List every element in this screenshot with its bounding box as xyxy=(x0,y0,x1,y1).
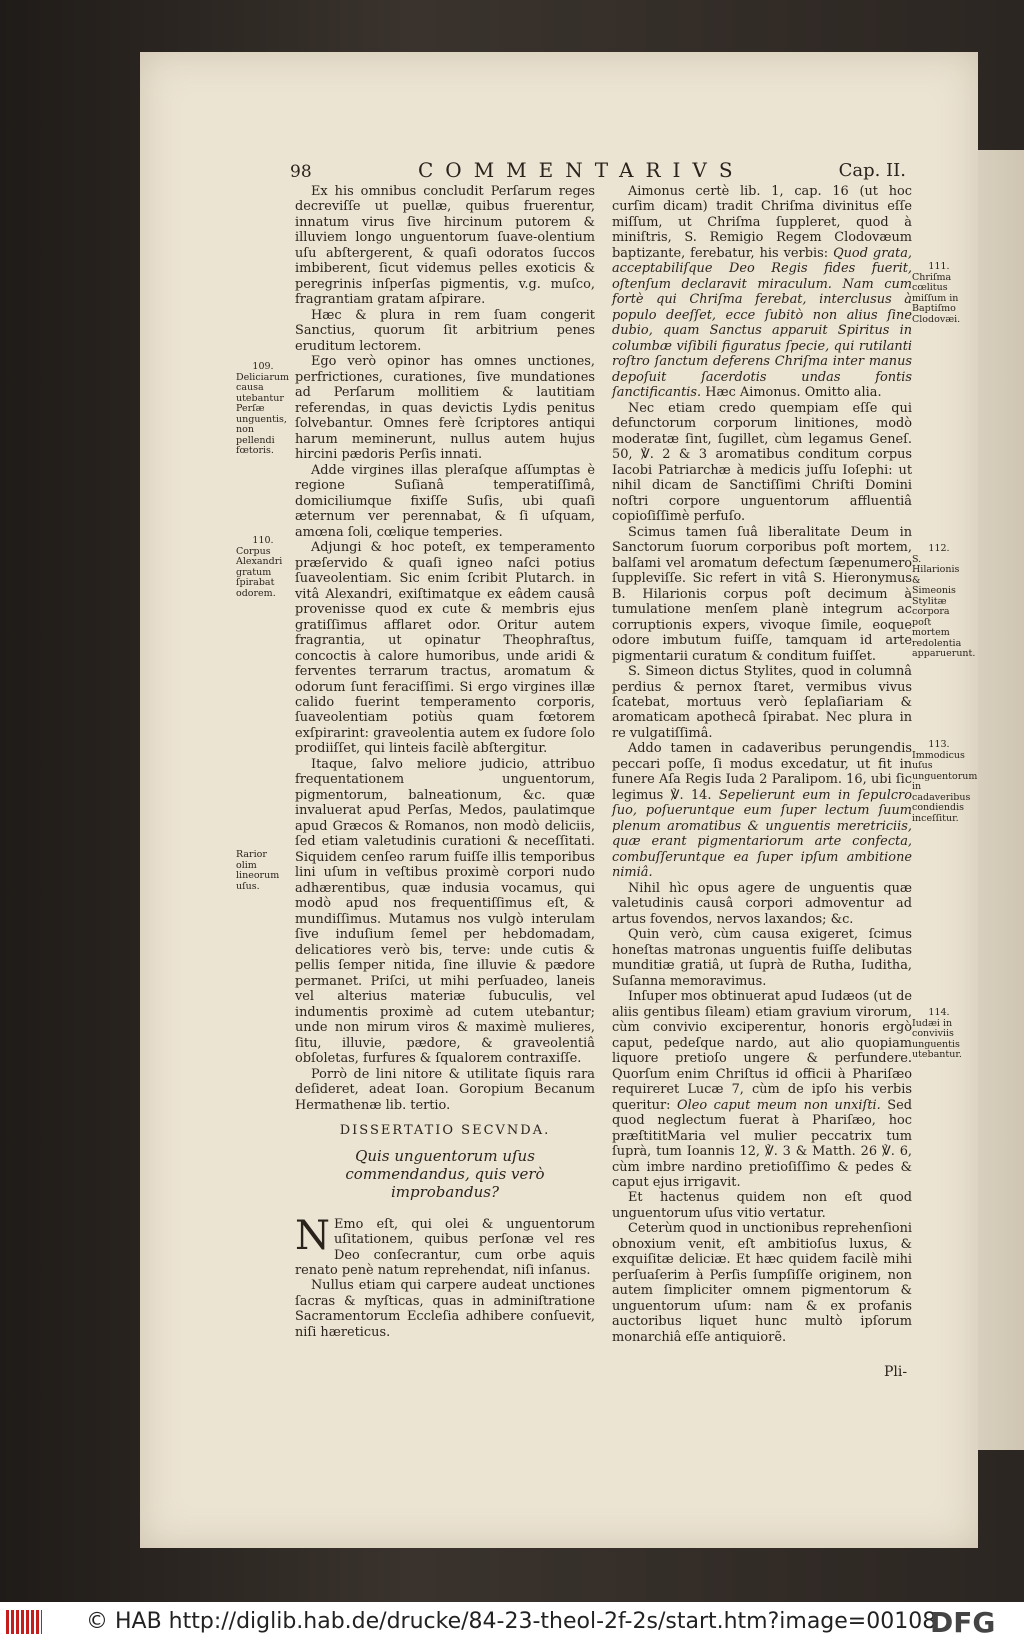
catchword: Pli- xyxy=(884,1364,908,1380)
margin-note-109: 109. Deliciarum causa utebantur Perſæ unguentis, non pellendi fœtoris. xyxy=(236,361,290,456)
paragraph: Addo tamen in cadaveribus perungendis peccari poſſe, ſi modus excedatur, ut fit in funere Aſa Regis Iuda 2 Paralipom. 16, ubi ſic legimus ℣. 14. Sepelierunt eum in ſepulcro ſuo, poſueruntque eum ſuper lectum ſuum plenum aromatibus & unguentis meretriciis, quæ erant pigmentariorum arte confecta, combuſſeruntque ea ſuper ipſum ambitione nimiâ. xyxy=(612,741,912,881)
paragraph: Ceterùm quod in unctionibus reprehenſioni obnoxium venit, eſt ambitioſus luxus, & exquiſitæ deliciæ. Et hæc quidem facilè mihi perſuaſerim à Perſis ſumpſiſſe originem, non autem ſimpliciter omnem pigmentorum & unguentorum uſum: nam & ex profanis auctoribus liquet hunc multò ipſorum monarchiâ eſſe antiquiorẽ. xyxy=(612,1221,912,1345)
left-column xyxy=(295,184,595,1340)
hab-logo-icon xyxy=(6,1610,42,1634)
paragraph: S. Simeon dictus Stylites, quod in columnâ perdius & pernox ſtaret, vermibus vivus ſcatebat, mortuus verò ſeplaſiariam & aromaticam apothecâ ſpirabat. Nec plura in re vulgatiſſimâ. xyxy=(612,664,912,741)
paragraph: Aimonus certè lib. 1, cap. 16 (ut hoc curſim dicam) tradit Chriſma divinitus eſſe miſſum, ut Chriſma ſuppleret, quod à miniſtris, S. Remigio Regem Clodovæum baptizante, ferebatur, his verbis: Quod grata, acceptabiliſque Deo Regis fides fuerit, oſtenſum declaravit miraculum. Nam cum fortè qui Chriſma ferebat, interclusus à populo deeſſet, ecce ſubitò non alius ſine dubio, quam Sanctus apparuit Spiritus in columbæ viſibili figuratus ſpecie, qui rutilanti roſtro ſanctum deferens Chriſma inter manus depoſuit ſacerdotis undas fontis ſanctificantis. Hæc Aimonus. Omitto alia. xyxy=(612,184,912,401)
source-url-link[interactable]: © HAB http://diglib.hab.de/drucke/84-23-theol-2f-2s/start.htm?image=00108 xyxy=(86,1609,937,1634)
facing-page-edge xyxy=(978,150,1024,1450)
paragraph: Nec etiam credo quempiam eſſe qui defunctorum corporum linitiones, modò moderatæ ſint, ſugillet, cùm legamus Geneſ. 50, ℣. 2 & 3 aromatibus conditum corpus Iacobi Patriarchæ à medicis juſſu Ioſephi: ut nihil dicam de Sanctiſſimi Chriſti Domini noſtri corpore unguentorum affluentiâ copioſiſſimè perfuſo. xyxy=(612,400,912,525)
paragraph: Scimus tamen ſuâ liberalitate Deum in Sanctorum ſuorum corporibus poſt mortem, balſami vel aromatum defectum ſæpenumero ſuppleviſſe. Sic refert in vitâ S. Hieronymus B. Hilarionis corpus poſt decimum à tumulatione menſem planè integrum ac corruptionis expers, vivoque ſimile, eoque odore imbutum fuiſſe, tamquam id arte pigmentarii curatum & conditum fuiſſet. xyxy=(612,524,912,664)
dissertation-title: DISSERTATIO SECVNDA. xyxy=(339,1123,551,1139)
paragraph: Inſuper mos obtinuerat apud Iudæos (ut de aliis gentibus ſileam) etiam gravium virorum, cùm convivio exciperentur, honoris ergò caput, pedeſque nardo, aut alio quopiam liquore pretioſo ungere & perfundere. Quorſum enim Chriſtus id officii à Phariſæo requireret Lucæ 7, cùm de ipſo his verbis queritur: Oleo caput meum non unxiſti. Sed quod neglectum fuerat à Phariſæo, hoc præſtititMaria vel mulier peccatrix tum ſuprà, tum Ioannis 12, ℣. 3 & Matth. 26 ℣. 6, cùm imbre nardino pretioſiſſimo & pedes & caput ejus irrigavit. xyxy=(612,989,912,1190)
paragraph: Nihil hìc opus agere de unguentis quæ valetudinis causâ corpori admoventur ad artus fovendos, nervos laxandos; &c. xyxy=(612,880,912,927)
paragraph: Ego verò opinor has omnes unctiones, perfrictiones, curationes, ſive mundationes ad Perſarum mollitiem & lautitiam referendas, in quas devictis Lydis penitus ſolvebantur. Omnes ferè ſcriptores antiqui harum meminerunt, nullus autem hujus hircini pædoris Perſis innati. xyxy=(295,354,595,463)
dfg-logo-icon: DFG xyxy=(930,1606,996,1639)
paragraph: Adde virgines illas pleraſque aſſumptas è regione Suſianâ temperatiſſimâ, domiciliumque fixiſſe Suſis, ubi quaſi æternum ver perennabat, & ſi uſquam, amœna ſoli, cœlique temperies. xyxy=(295,462,595,540)
paragraph: Ex his omnibus concludit Perſarum reges decreviſſe ut puellæ, quibus fruerentur, innatum virus ſive hircinum putorem & illuviem longo unguentorum ſuave-olentium uſu abſtergerent, & quaſi odoratos ſuccos imbiberent, ſicut videmus pelles exoticis & peregrinis inſperſas pigmentis, v.g. muſco, fragrantiam gratam aſpirare. xyxy=(295,184,595,308)
margin-note-114: 114. Iudæi in conviviis unguentis utebantur. xyxy=(912,1007,962,1060)
margin-note-113: 113. Immodicus uſus unguentorum in cadaveribus condiendis inceſſitur. xyxy=(912,739,978,824)
running-title: COMMENTARIVS xyxy=(418,158,745,182)
margin-note-111: 111. Chriſma cœlitus miſſum in Baptiſmo Clodovæi. xyxy=(912,261,961,325)
right-column xyxy=(612,184,912,1345)
paragraph-dropcap: N Emo eſt, qui olei & unguentorum uſitationem, quibus perſonæ vel res Deo conſecrantur, cum orbe aquis renato penè natum reprehendat, niſi inſanus. xyxy=(295,1212,595,1278)
paragraph: Quin verò, cùm causa exigeret, ſcimus honeſtas matronas unguentis fuiſſe delibutas munditiæ gratiâ, ut ſuprà de Rutha, Iuditha, Suſanna memoravimus. xyxy=(612,927,912,989)
margin-note-rarior: Rarior olim lineorum uſus. xyxy=(236,849,280,892)
paragraph: Itaque, ſalvo meliore judicio, attribuo frequentationem unguentorum, pigmentorum, balneationum, &c. quæ invaluerat apud Perſas, Medos, paulatimque apud Græcos & Romanos, non modò deliciis, ſed etiam valetudinis curationi & neceſſitati. Siquidem cenſeo rarum fuiſſe illis temporibus lini uſum in veſtibus proximè corpori nudo adhærentibus, quæ indusia vocamus, qui modò apud nos frequentiſſimus eſt, & mundiſſimus. Mutamus nos vulgò interulam ſive induſium ſemel per hebdomadam, delicatiores verò bis, terve: unde cutis & pellis ſemper nitida, ſine illuvie & pædore permanet. Priſci, ut mihi perſuadeo, laneis vel alterius materiæ ſubuculis, vel indumentis proximè ad cutem utebantur; unde non mirum viros & maximè mulieres, ſitu, illuvie, pædore, & graveolentiâ obſoletas, furfures & ſqualorem contraxiſſe. xyxy=(295,756,595,1067)
chapter-label: Cap. II. xyxy=(838,160,906,181)
paragraph: Et hactenus quidem non eſt quod unguentorum uſus vitio vertatur. xyxy=(612,1190,912,1221)
paragraph: Hæc & plura in rem ſuam congerit Sanctius, quorum ſit arbitrium penes eruditum lectorem. xyxy=(295,307,595,354)
dissertation-question: Quis unguentorum uſus commendandus, quis verò improbandus? xyxy=(345,1146,545,1201)
drop-cap: N xyxy=(295,1212,330,1259)
margin-note-110: 110. Corpus Alexandri gratum ſpirabat odorem. xyxy=(236,535,283,599)
running-head xyxy=(290,158,910,184)
paragraph: Adjungi & hoc poteſt, ex temperamento præſervido & quaſi igneo naſci potius ſuaveolentiam. Sic enim ſcribit Plutarch. in vitâ Alexandri, exiſtimatque ex eâdem causâ provenisse quod ex cute & membris ejus gratiſſimus afflaret odor. Oritur autem fragrantia, ut opinatur Theophraſtus, concoctis à calore humoribus, unde aridi & ferventes terrarum tractus, aromatum & odorum ſunt feraciſſimi. Si ergo virgines illæ calido fuerint temperamento corporis, ſuaveolentiam potiùs quam fœtorem exſpirarint: graveolentia autem ex ſudore ſolo prodiiſſet, qui linteis facilè abſtergitur. xyxy=(295,540,595,757)
paragraph: Nullus etiam qui carpere audeat unctiones ſacras & myſticas, quas in adminiſtratione Sacramentorum Eccleſia adhibere conſuevit, niſi hæreticus. xyxy=(295,1278,595,1340)
viewer-footer xyxy=(0,1602,1024,1640)
page-number: 98 xyxy=(290,162,312,182)
paragraph: Porrò de lini nitore & utilitate ſiquis rara deſideret, adeat Ioan. Goropium Becanum Hermathenæ lib. tertio. xyxy=(295,1066,595,1113)
margin-note-112: 112. S. Hilarionis & Simeonis Stylitæ corpora poſt mortem redolentia apparuerunt. xyxy=(912,543,976,659)
